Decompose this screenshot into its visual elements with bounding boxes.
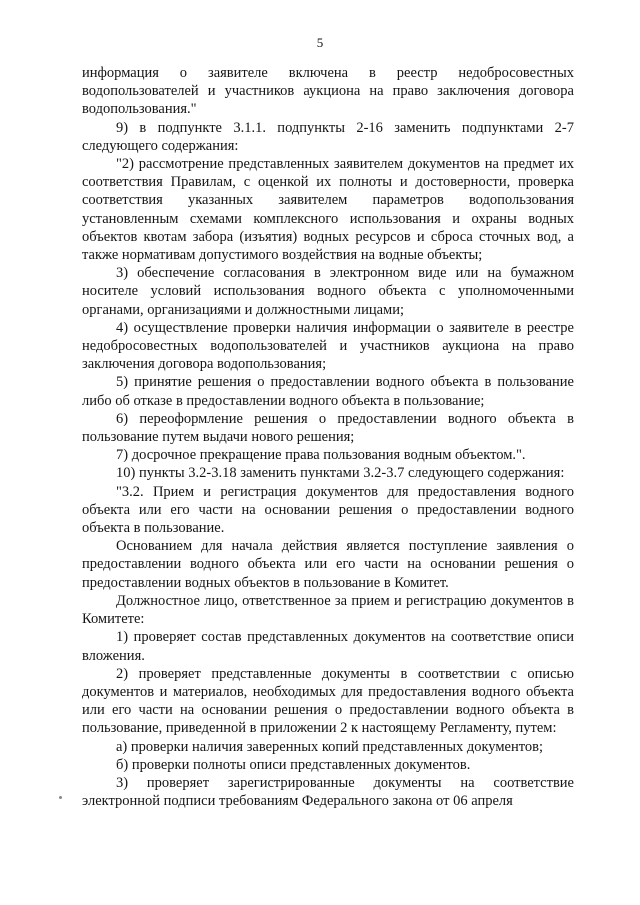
paragraph: 3) обеспечение согласования в электронном виде или на бумажном носителе условий использования водного объекта с уполномоченными органами, организациями и должностными лицами; (82, 265, 574, 318)
paragraph: "3.2. Прием и регистрация документов для предоставления водного объекта или его части на основании решения о предоставлении водного объекта в пользование. (82, 483, 574, 537)
paragraph: 3) проверяет зарегистрированные документы на соответствие электронной подписи требованиям Федерального закона от 06 апреля (82, 774, 574, 810)
page-number: 5 (316, 35, 324, 50)
paragraph: 5) принятие решения о предоставлении водного объекта в пользование либо об отказе в предоставлении водного объекта в пользование; (82, 374, 574, 409)
paragraph: 4) осуществление проверки наличия информации о заявителе в реестре недобросовестных водопользователей и участников аукциона на право заключения договора водопользования; (82, 319, 574, 373)
scan-speck (59, 796, 62, 799)
paragraph: 9) в подпункте 3.1.1. подпункты 2-16 заменить подпунктами 2-7 следующего содержания: (82, 119, 574, 154)
paragraph: 10) пункты 3.2-3.18 заменить пунктами 3.2-3.7 следующего содержания: (116, 465, 565, 482)
paragraph: информация о заявителе включена в реестр недобросовестных водопользователей и участников аукциона на право заключения договора водопользования." (82, 65, 574, 118)
paragraph: Основанием для начала действия является поступление заявления о предоставлении водного объекта или его части на основании решения о предоставлении водных объектов в пользование в Комитет. (82, 538, 574, 591)
paragraph: б) проверки полноты описи представленных документов. (116, 756, 471, 773)
paragraph: Должностное лицо, ответственное за прием и регистрацию документов в Комитете: (82, 592, 574, 628)
document-body (82, 64, 574, 810)
paragraph: "2) рассмотрение представленных заявителем документов на предмет их соответствия Правилам, с оценкой их полноты и достоверности, проверка соответствия указанных заявителем параметров водопользования установленным схемами комплексного использования и охраны водных объектов квотам забора (изъятия) водных ресурсов и сброса сточных вод, а также нормативам допустимого воздействия на водные объекты; (82, 156, 574, 264)
paragraph: 2) проверяет представленные документы в соответствии с описью документов и материалов, необходимых для предоставления водного объекта или его части на основании решения о предоставлении водного объекта в пользование, приведенной в приложении 2 к настоящему Регламенту, путем: (82, 665, 574, 737)
paragraph: 7) досрочное прекращение права пользования водным объектом.". (116, 447, 526, 464)
paragraph: а) проверки наличия заверенных копий представленных документов; (116, 738, 543, 755)
paragraph: 1) проверяет состав представленных документов на соответствие описи вложения. (82, 629, 574, 664)
paragraph: 6) переоформление решения о предоставлении водного объекта в пользование путем выдачи нового решения; (82, 410, 574, 446)
